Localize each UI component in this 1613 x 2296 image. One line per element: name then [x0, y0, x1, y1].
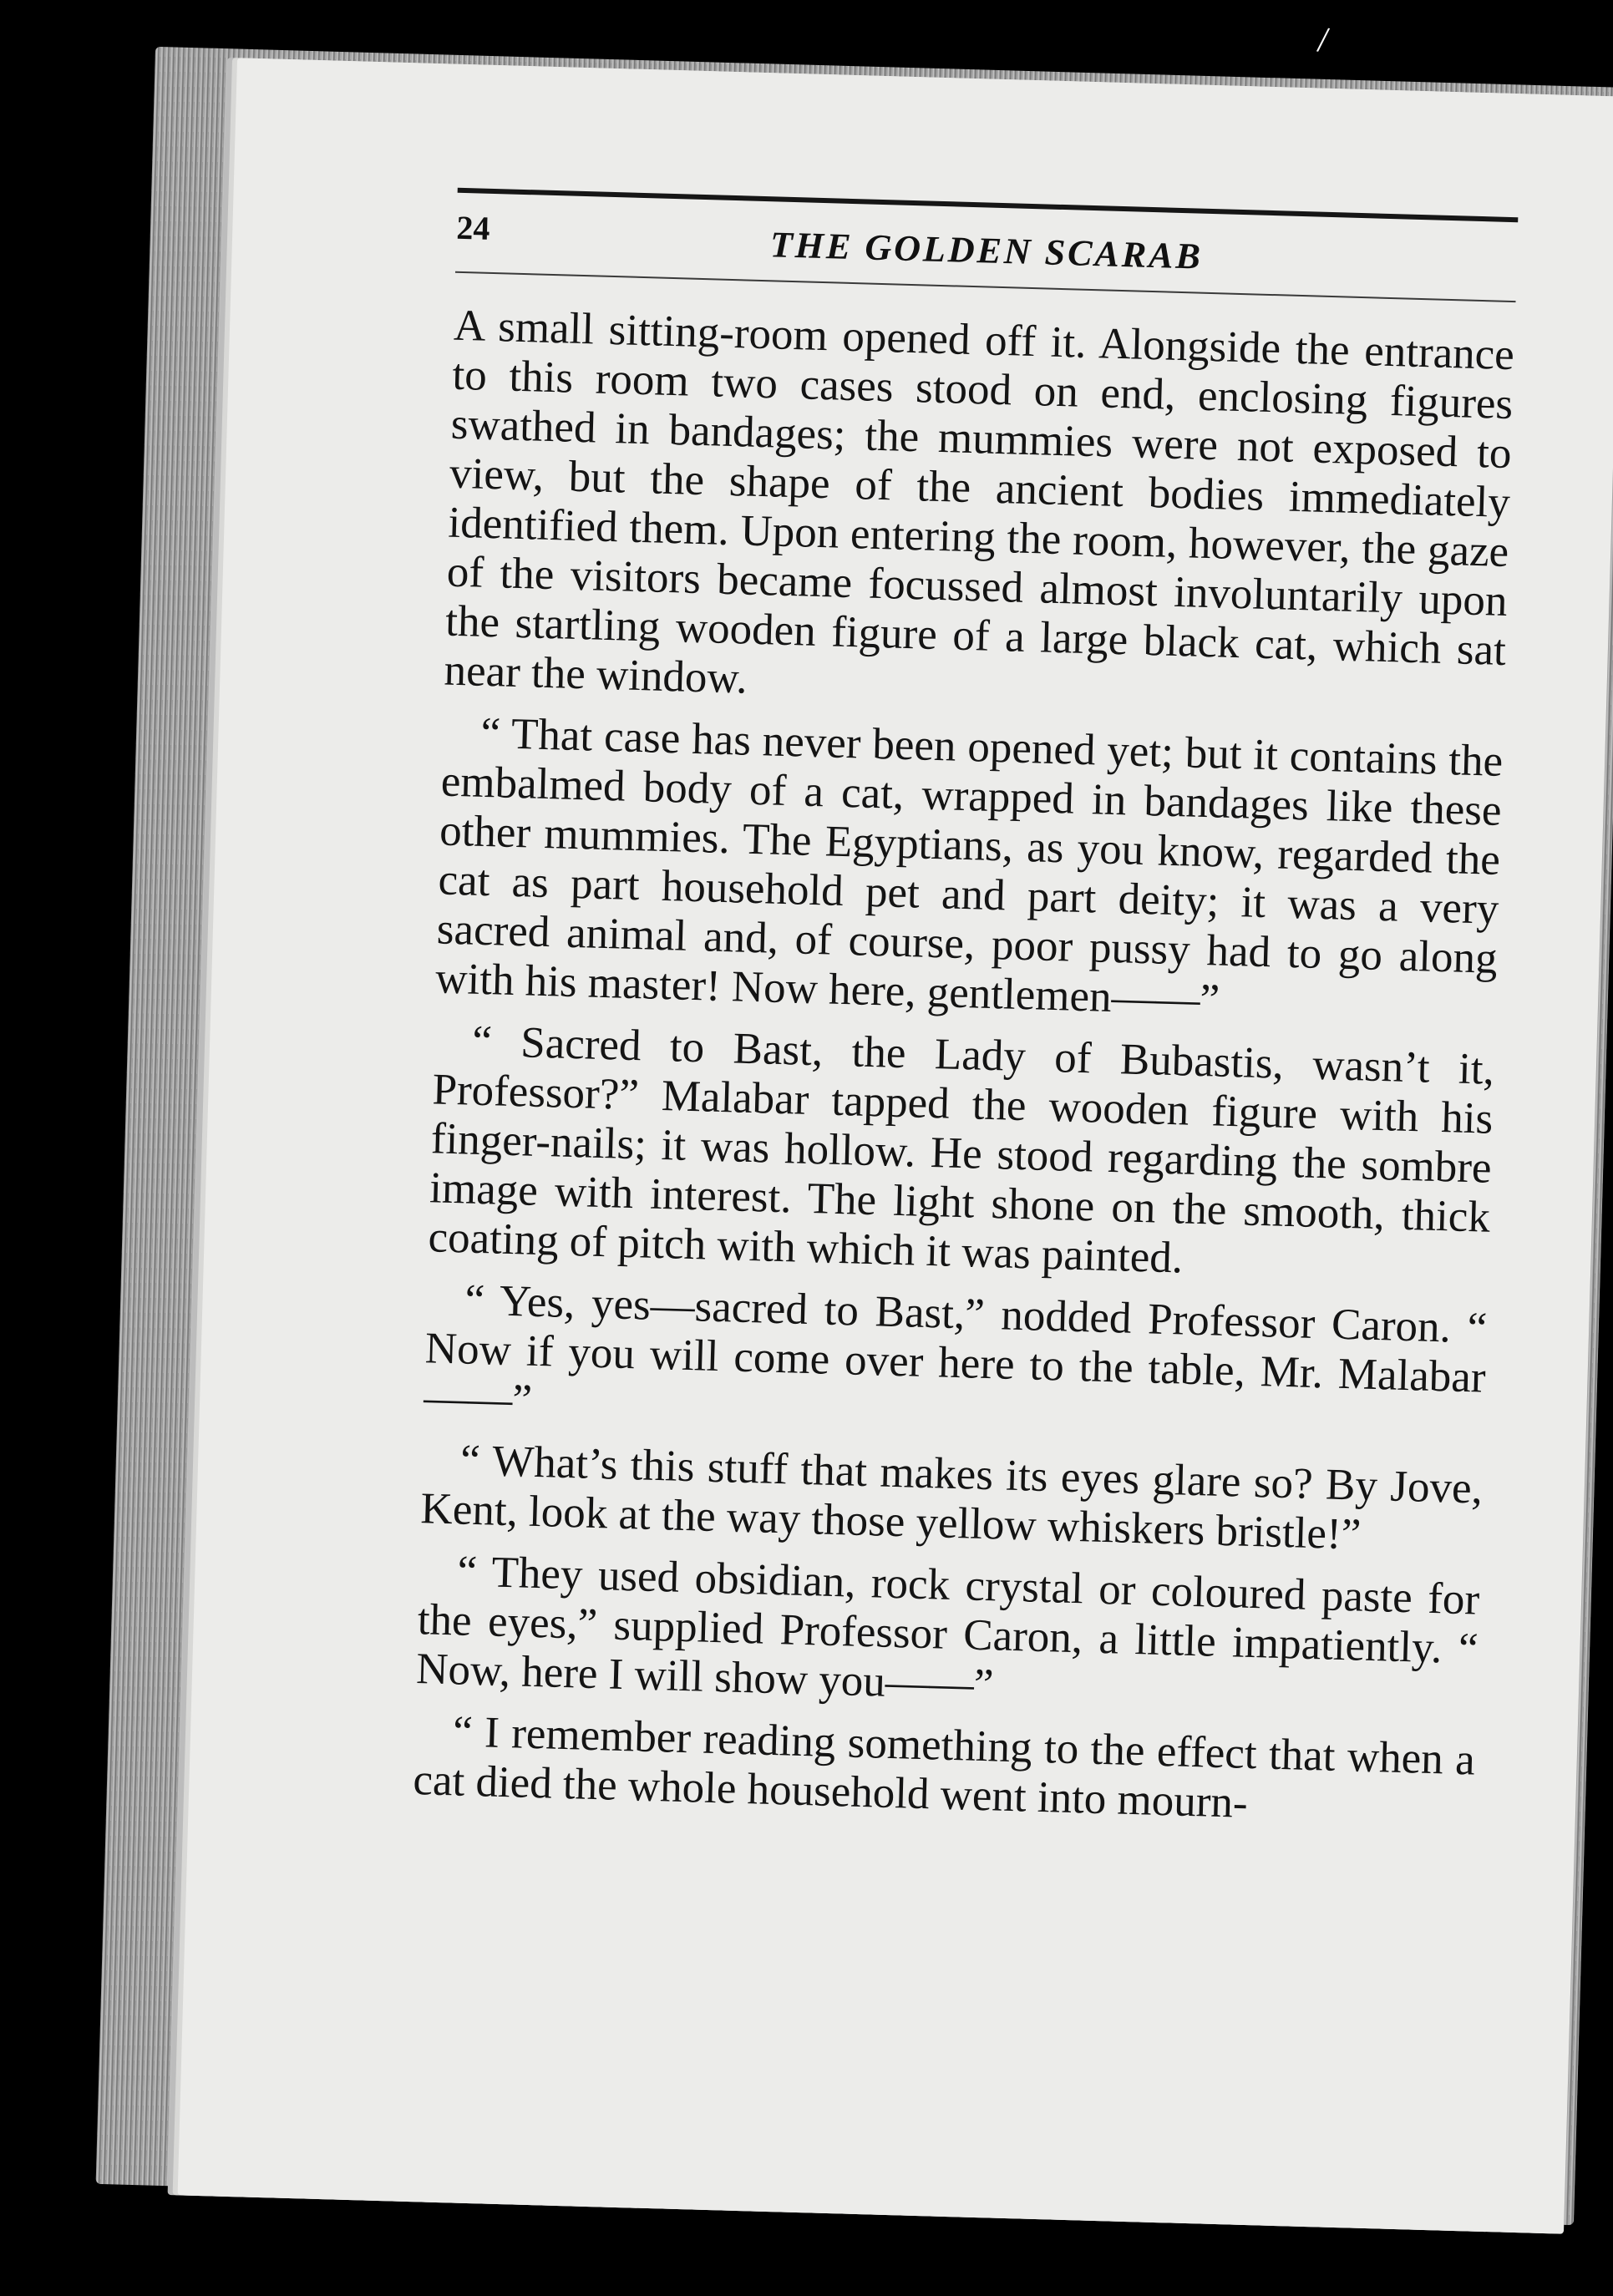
- paragraph: “ Sacred to Bast, the Lady of Bubastis, wasn’t it, Professor?” Malabar tapped the wooden figure with his finger-nails; it was hollow. He stood regarding the sombre image with interest. The light shone on the smooth, thick coating of pitch with which it was painted.: [427, 1016, 1495, 1283]
- paragraph: “ What’s this stuff that makes its eyes glare so? By Jove, Kent, look at the way those yellow whiskers bristle!”: [419, 1436, 1484, 1559]
- scan-corner-mark: /: [1315, 18, 1331, 61]
- running-title: THE GOLDEN SCARAB: [769, 224, 1204, 277]
- paragraph: “ I remember reading something to the effect that when a cat died the whole household went into mourn-: [412, 1707, 1476, 1827]
- paragraph: “ That case has never been opened yet; but it contains the embalmed body of a cat, wrapped in bandages like these other mummies. The Egyptians, as you know, regarded the cat as part household pet and part deity; it was a very sacred animal and, of course, poor pussy had to go along with his master! Now here, gentlemen——”: [434, 708, 1504, 1025]
- paragraph: A small sitting-room opened off it. Alongside the entrance to this room two cases stood on end, enclosing figures swathed in bandages; the mummies were not exposed to view, but the shape of the ancient bodies immediately identified them. Upon entering the room, however, the gaze of the visitors became focussed almost involuntarily upon the startling wooden figure of a large black cat, which sat near the window.: [443, 301, 1515, 703]
- header-top-rule: [458, 188, 1519, 222]
- body-text: [413, 302, 1515, 1835]
- book-page: [178, 58, 1613, 2233]
- paragraph: “ They used obsidian, rock crystal or coloured paste for the eyes,” supplied Professor Caron, a little impatiently. “ Now, here I will show you——”: [415, 1547, 1480, 1710]
- page-number: 24: [455, 208, 491, 247]
- paragraph: “ Yes, yes—sacred to Bast,” nodded Professor Caron. “ Now if you will come over here to the table, Mr. Malabar——”: [423, 1275, 1488, 1425]
